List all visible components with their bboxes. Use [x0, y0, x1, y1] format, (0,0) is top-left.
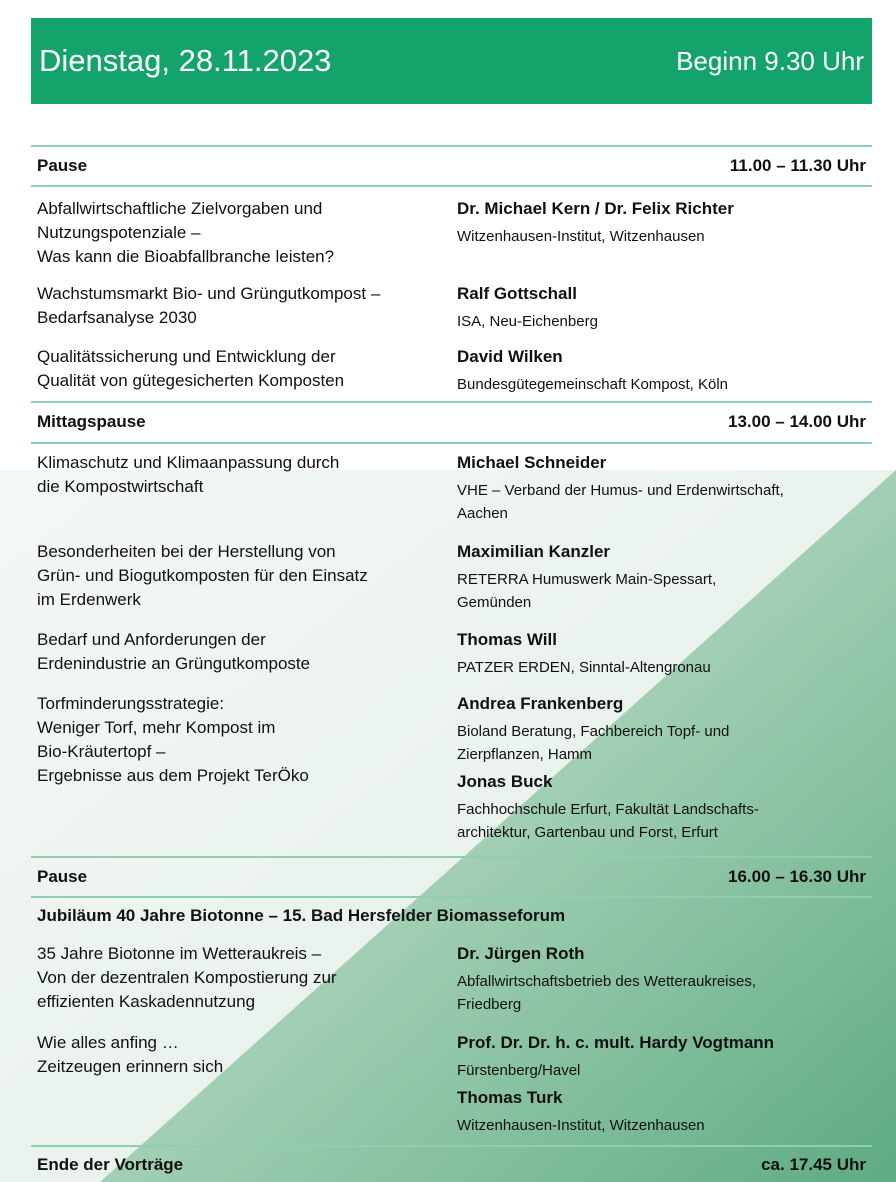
lunch-label: Mittagspause: [37, 412, 146, 431]
divider: [31, 442, 872, 444]
divider: [31, 185, 872, 187]
speaker-affiliation: Fachhochschule Erfurt, Fakultät Landschafts- architektur, Gartenbau und Forst, Erfurt: [457, 801, 759, 841]
header-begin-time: Beginn 9.30 Uhr: [676, 45, 864, 76]
talk-title: Wie alles anfing … Zeitzeugen erinnern sich: [37, 1033, 224, 1076]
pause-row: [37, 867, 866, 887]
speaker-affiliation: Bioland Beratung, Fachbereich Topf- und Zierpflanzen, Hamm: [457, 723, 730, 763]
divider: [31, 401, 872, 403]
talk-title: Besonderheiten bei der Herstellung von Grün- und Biogutkomposten für den Einsatz im Erdenwerk: [37, 542, 368, 609]
talk-title: Qualitätssicherung und Entwicklung der Qualität von gütegesicherten Komposten: [37, 347, 345, 390]
speaker-name: Maximilian Kanzler: [457, 542, 611, 561]
header-date: Dienstag, 28.11.2023: [39, 43, 332, 78]
talk-title: Bedarf und Anforderungen der Erdenindustrie an Grüngutkomposte: [37, 630, 311, 673]
divider: [31, 856, 872, 858]
speaker-name: Thomas Turk: [457, 1088, 563, 1107]
divider: [31, 1145, 872, 1147]
pause-row: [37, 156, 866, 176]
speaker-name: Ralf Gottschall: [457, 284, 577, 303]
pause-label: Pause: [37, 867, 88, 886]
speaker-name: Andrea Frankenberg: [457, 694, 624, 713]
pause-label: Pause: [37, 156, 88, 175]
pause-time: 16.00 – 16.30 Uhr: [728, 867, 866, 886]
speaker-name: Thomas Will: [457, 630, 557, 649]
speaker-name: David Wilken: [457, 347, 563, 366]
jubilee-heading: [37, 906, 866, 926]
speaker-name: Jonas Buck: [457, 772, 553, 791]
divider: [31, 896, 872, 898]
talk-title: Klimaschutz und Klimaanpassung durch die Kompostwirtschaft: [37, 453, 340, 496]
speaker-affiliation: Witzenhausen-Institut, Witzenhausen: [457, 228, 705, 245]
speaker-affiliation: Witzenhausen-Institut, Witzenhausen: [457, 1117, 705, 1134]
talk-title: 35 Jahre Biotonne im Wetteraukreis – Von der dezentralen Kompostierung zur effizienten Kaskadennutzung: [37, 944, 337, 1011]
speaker-affiliation: Abfallwirtschaftsbetrieb des Wetteraukreises, Friedberg: [457, 973, 757, 1013]
speaker-affiliation: Bundesgütegemeinschaft Kompost, Köln: [457, 376, 729, 393]
jubilee-label: Jubiläum 40 Jahre Biotonne – 15. Bad Hersfelder Biomasseforum: [37, 906, 566, 925]
speaker-affiliation: ISA, Neu-Eichenberg: [457, 313, 598, 330]
divider: [31, 145, 872, 147]
talk-title: Torfminderungsstrategie: Weniger Torf, mehr Kompost im Bio-Kräutertopf – Ergebnisse aus dem Projekt TerÖko: [37, 694, 309, 785]
end-label: Ende der Vorträge: [37, 1155, 184, 1174]
talk-title: Abfallwirtschaftliche Zielvorgaben und Nutzungspotenziale – Was kann die Bioabfallbranche leisten?: [37, 199, 335, 266]
talk-title: Wachstumsmarkt Bio- und Grüngutkompost – Bedarfsanalyse 2030: [37, 284, 381, 327]
day-header: [31, 18, 872, 104]
lunch-time: 13.00 – 14.00 Uhr: [728, 412, 866, 431]
end-time: ca. 17.45 Uhr: [761, 1155, 866, 1174]
speaker-name: Dr. Michael Kern / Dr. Felix Richter: [457, 199, 734, 218]
speaker-name: Michael Schneider: [457, 453, 607, 472]
pause-time: 11.00 – 11.30 Uhr: [729, 156, 866, 175]
end-row: [37, 1155, 866, 1175]
speaker-affiliation: PATZER ERDEN, Sinntal-Altengronau: [457, 659, 711, 676]
lunch-row: [37, 412, 866, 432]
speaker-name: Dr. Jürgen Roth: [457, 944, 585, 963]
speaker-affiliation: RETERRA Humuswerk Main-Spessart, Gemünden: [457, 571, 717, 611]
speaker-name: Prof. Dr. Dr. h. c. mult. Hardy Vogtmann: [457, 1033, 775, 1052]
speaker-affiliation: VHE – Verband der Humus- und Erdenwirtschaft, Aachen: [457, 482, 784, 522]
speaker-affiliation: Fürstenberg/Havel: [457, 1062, 581, 1079]
